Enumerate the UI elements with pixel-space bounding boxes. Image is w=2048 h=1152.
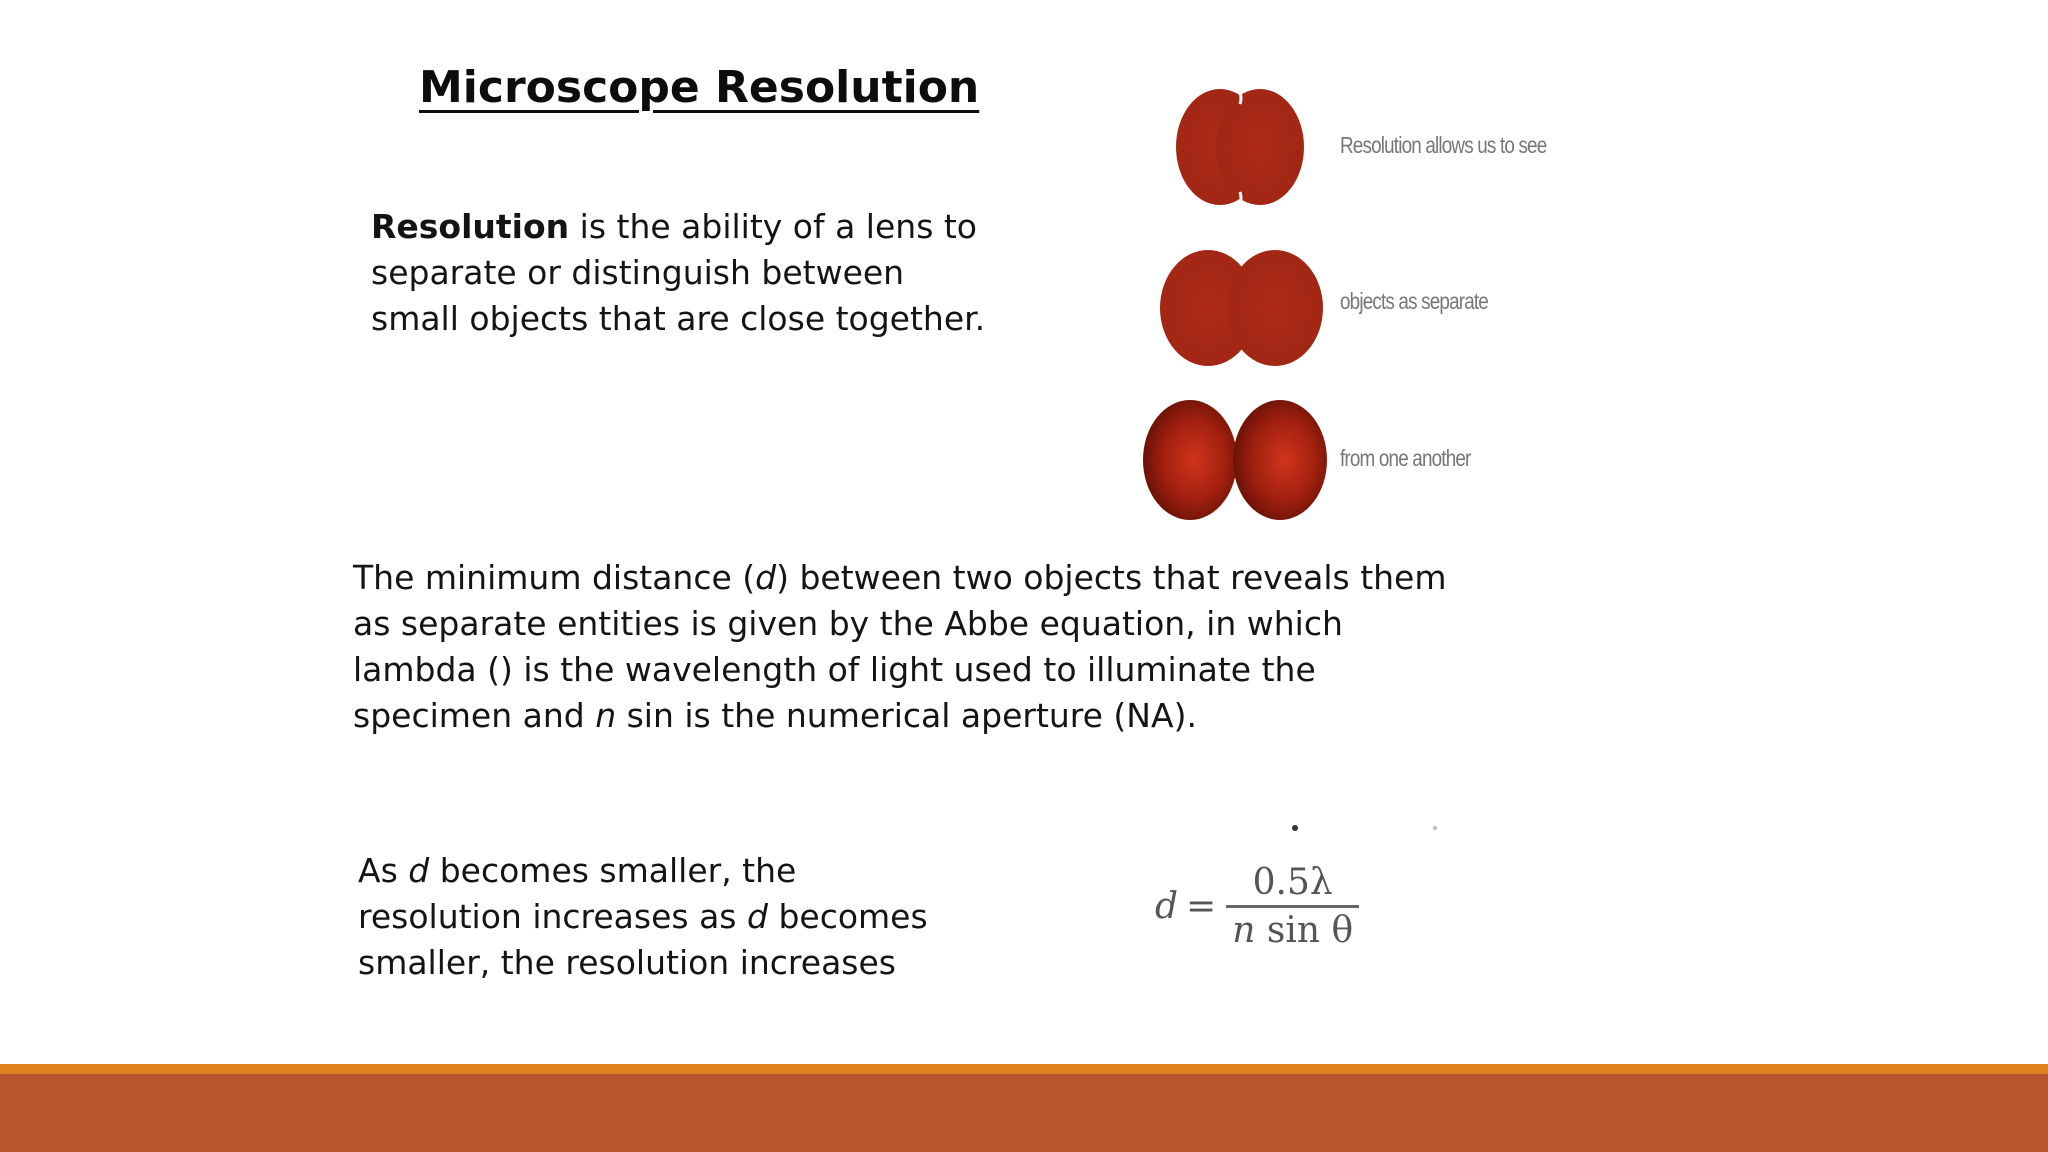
abbe-formula [1155, 862, 1359, 951]
slide-title: Microscope Resolution [419, 62, 980, 113]
diagram-label-3: from one another [1340, 445, 1471, 471]
unresolved-blobs [1176, 89, 1304, 205]
formula-denominator [1226, 908, 1359, 951]
smaller-text-3: becomes smaller, the resolution increases [358, 897, 928, 982]
diagram-label-1: Resolution allows us to see [1340, 132, 1547, 158]
formula-denominator-rest: sin θ [1255, 910, 1354, 951]
definition-text: is the ability of a lens to separate or distinguish between small objects that are close together. [371, 207, 986, 338]
formula-fraction [1226, 862, 1359, 951]
diagram-label-2: objects as separate [1340, 288, 1488, 314]
smaller-d-2: d [747, 897, 768, 936]
resolved-blobs [1143, 400, 1327, 520]
formula-numerator: 0.5λ [1252, 862, 1333, 903]
smaller-text-2: becomes smaller, the resolution increases as [358, 851, 797, 936]
abbe-n: n [595, 696, 617, 735]
formula-artifact-dots [1285, 822, 1445, 834]
partially-resolved-blobs [1160, 250, 1323, 366]
abbe-text-3: sin is the numerical aperture (NA). [616, 696, 1197, 735]
footer-accent-stripe [0, 1064, 2048, 1074]
abbe-d: d [755, 558, 777, 597]
abbe-text-1: The minimum distance ( [353, 558, 756, 597]
abbe-paragraph [353, 555, 1453, 739]
abbe-text-2: ) between two objects that reveals them as separate entities is given by the Abbe equation, in which lambda () is the wavelength of light used to illuminate the specimen and [353, 558, 1447, 735]
smaller-d-paragraph [358, 848, 958, 986]
definition-term: Resolution [371, 207, 570, 246]
footer-bar [0, 1074, 2048, 1152]
smaller-d-1: d [408, 851, 430, 890]
formula-equals: = [1186, 886, 1217, 927]
smaller-text-1: As [358, 851, 409, 890]
formula-lhs: d [1155, 886, 1179, 927]
resolution-definition [371, 204, 991, 342]
formula-denominator-n: n [1232, 910, 1256, 951]
